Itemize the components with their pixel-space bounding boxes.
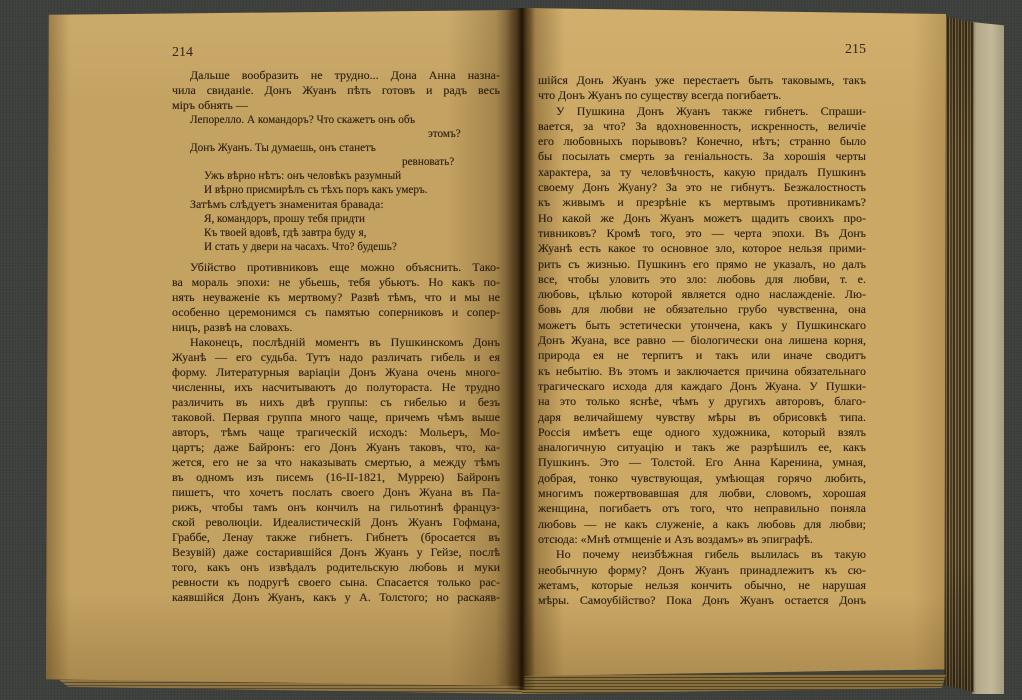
verse-line: Донъ Жуанъ. Ты думаешь, онъ станетъ xyxy=(190,142,376,154)
text-line: нять неуваженіе къ мертвому? Развѣ тѣмъ, что и мы не xyxy=(172,290,500,304)
text-line: Жуанѣ — его судьба. Тутъ надо различать гибель и ея xyxy=(172,350,500,364)
text-line: пишетъ, что хочетъ послать своего Донъ Жуана въ Па- xyxy=(172,485,500,499)
verse-line: И стать у двери на часахъ. Что? будешь? xyxy=(204,241,397,253)
text-line: каявшійся Донъ Жуанъ, какъ у А. Толстого; но раскаяв- xyxy=(172,590,500,604)
text-line: У Пушкина Донъ Жуанъ также гибнетъ. Спраши- xyxy=(556,103,866,118)
text-line: мѣры. Самоубійство? Пока Донъ Жуанъ остается Донъ xyxy=(538,593,866,608)
page-stack-bottom-right xyxy=(522,674,946,694)
page-stack-right xyxy=(944,16,974,692)
text-line: къ живымъ и презрѣніе къ мертвымъ противникамъ? xyxy=(538,195,866,210)
text-line: Но почему неизбѣжная гибель вылилась въ такую xyxy=(556,547,866,562)
text-line: необычную форму? Донъ Жуанъ принадлежитъ къ сю- xyxy=(538,562,866,577)
text-line: шійся Донъ Жуанъ уже перестаетъ быть таковымъ, такъ xyxy=(538,73,866,87)
page-number-right: 215 xyxy=(845,42,866,57)
text-line: особенно церемонимся съ памятью соперниковъ и сопер- xyxy=(172,305,500,319)
text-line: рить съ жизнью. Пушкинъ его прямо не указалъ, но далъ xyxy=(538,256,866,271)
text-line: аналогичную ситуацію и такъ же разрѣшилъ ее, какъ xyxy=(538,440,866,455)
text-line: его любовныхъ порывовъ? Конечно, нѣтъ; странно было xyxy=(538,134,866,149)
text-line: міръ обнять — xyxy=(172,98,248,112)
page-number-left: 214 xyxy=(172,45,193,60)
text-line: ницъ, развѣ на словахъ. xyxy=(172,320,293,334)
text-line: отсюда: «Мнѣ отмщеніе и Азъ воздамъ» въ эпиграфѣ. xyxy=(538,531,813,546)
text-line: Граббе, Ленау также гибнетъ. Гибнетъ (бросается въ xyxy=(172,530,500,544)
text-line: все, чтобы уловить это зло: любовь для любви, т. е. xyxy=(538,271,866,286)
text-line: трагическаго исхода для каждаго Донъ Жуана. У Пушки- xyxy=(538,378,866,393)
verse-line: Къ твоей вдовѣ, гдѣ завтра буду я, xyxy=(204,227,367,239)
text-line: ва мораль эпохи: не убьешь, тебя убьютъ. Но какъ по- xyxy=(172,275,500,289)
text-line: женщина, погибаетъ отъ того, что неправильно поняла xyxy=(538,501,866,516)
text-line: форму. Литературныя варіаціи Донъ Жуана очень много- xyxy=(172,365,500,379)
text-line: Но какой же Донъ Жуанъ можетъ щадить своихъ про- xyxy=(538,210,866,225)
verse-line: Лепорелло. А командоръ? Что скажетъ онъ объ xyxy=(190,114,416,126)
text-line: многимъ пожертвовавшая для любви, словомъ, хорошая xyxy=(538,486,866,501)
text-line: добрая, тонко чувствующая, умѣющая горячо любить, xyxy=(538,470,866,485)
text-line: численны, ихъ насчитываютъ до полутораста. Не трудно xyxy=(172,380,500,394)
text-line: того, какъ онъ извѣдалъ родительскую любовь и муки xyxy=(172,560,500,574)
text-line: что Донъ Жуанъ по существу всегда погибаетъ. xyxy=(538,88,782,103)
verse-line: Я, командоръ, прошу тебя придти xyxy=(204,213,366,225)
text-line: въ одномъ изъ писемъ (16-II-1821, Муррею) Байронъ xyxy=(172,470,500,484)
text-line: цартъ; даже Байронъ: его Донъ Жуанъ таковъ, что, ка- xyxy=(172,440,500,454)
text-line: природа ея не терпитъ и такъ или иначе сводитъ xyxy=(538,348,866,363)
verse-line: Ужъ вѣрно нѣтъ: онъ человѣкъ разумный xyxy=(204,170,402,182)
text-line: Наконецъ, послѣдній моментъ въ Пушкинскомъ Донъ xyxy=(190,335,500,349)
book-gutter-shadow xyxy=(506,8,536,690)
text-line: бы посылать смерть за геніальность. За хорошія черты xyxy=(538,149,866,164)
text-line: Жуанѣ есть какое то основное зло, которое нельзя прими- xyxy=(538,241,866,256)
text-line: Затѣмъ слѣдуетъ знаменитая бравада: xyxy=(190,197,384,211)
left-page-text xyxy=(172,68,500,605)
text-line: можетъ быть эстетически утончена, какъ у Пушкинскаго xyxy=(538,317,866,332)
text-line: любовь — не какъ служеніе, а какъ любовь для любви; xyxy=(538,516,866,531)
text-line: Пушкинъ. Это — Толстой. Его Анна Каренина, умная, xyxy=(538,455,866,470)
text-line: даря величайшему чувству мѣры въ обрисовкѣ типа. xyxy=(538,409,866,424)
text-line: тивниковъ? Кромѣ того, это — черта эпохи. Въ Донъ xyxy=(538,225,866,240)
book-cover-edge xyxy=(972,22,1004,694)
right-page-text xyxy=(538,73,866,608)
text-line: Донъ Жуана, все равно — біологически она лишена корня, xyxy=(538,333,866,348)
text-line: жетамъ, которые нельзя кончить обычно, не нарушая xyxy=(538,577,866,592)
text-line: авторъ, тѣмъ чаще трагическій исходъ: Мольеръ, Мо- xyxy=(172,425,500,439)
text-line: своему Донъ Жуану? За это не гибнутъ. Безжалостность xyxy=(538,180,866,195)
text-line: различить въ нихъ двѣ группы: съ гибелью и безъ xyxy=(172,395,500,409)
text-line: рижъ, чтобы тамъ онъ кончилъ на гильотинѣ француз- xyxy=(172,500,500,514)
text-line: къ небытію. Въ этомъ и заключается причина обязательнаго xyxy=(538,363,866,378)
text-line: ской революціи. Идеалистическій Донъ Жуанъ Гофмана, xyxy=(172,515,500,529)
text-line: ревности къ подругѣ своего сына. Спасается только рас- xyxy=(172,575,500,589)
text-line: любовь, цѣлью которой является одно наслажденіе. Лю- xyxy=(538,287,866,302)
text-line: бовь для любви не обязательно грубо чувственна, она xyxy=(538,302,866,317)
text-line: Убійство противниковъ еще можно объяснить. Тако- xyxy=(190,260,500,274)
text-line: Дальше вообразить не трудно... Дона Анна назна- xyxy=(190,68,500,82)
verse-line: И вѣрно присмирѣлъ съ тѣхъ поръ какъ умеръ. xyxy=(204,184,428,196)
verse-line: ревновать? xyxy=(402,156,455,168)
verse-line: этомъ? xyxy=(428,128,461,140)
text-line: Везувій) даже состарившійся Донъ Жуанъ у Гейзе, послѣ xyxy=(172,545,500,559)
text-line: таковой. Первая группа много чаще, причемъ чѣмъ выше xyxy=(172,410,500,424)
text-line: на это только яснѣе, чѣмъ у другихъ авторовъ, благо- xyxy=(538,394,866,409)
text-line: характера, за ту человѣчность, какую придалъ Пушкинъ xyxy=(538,164,866,179)
text-line: вается, за что? За вдохновенность, искренность, величіе xyxy=(538,118,866,133)
text-line: чила свиданіе. Донъ Жуанъ пѣть готовъ и радъ весь xyxy=(172,83,500,97)
text-line: Россія имѣетъ еще одного художника, который взялъ xyxy=(538,424,866,439)
text-line: жется, его не за что наказывать смертью, а между тѣмъ xyxy=(172,455,500,469)
